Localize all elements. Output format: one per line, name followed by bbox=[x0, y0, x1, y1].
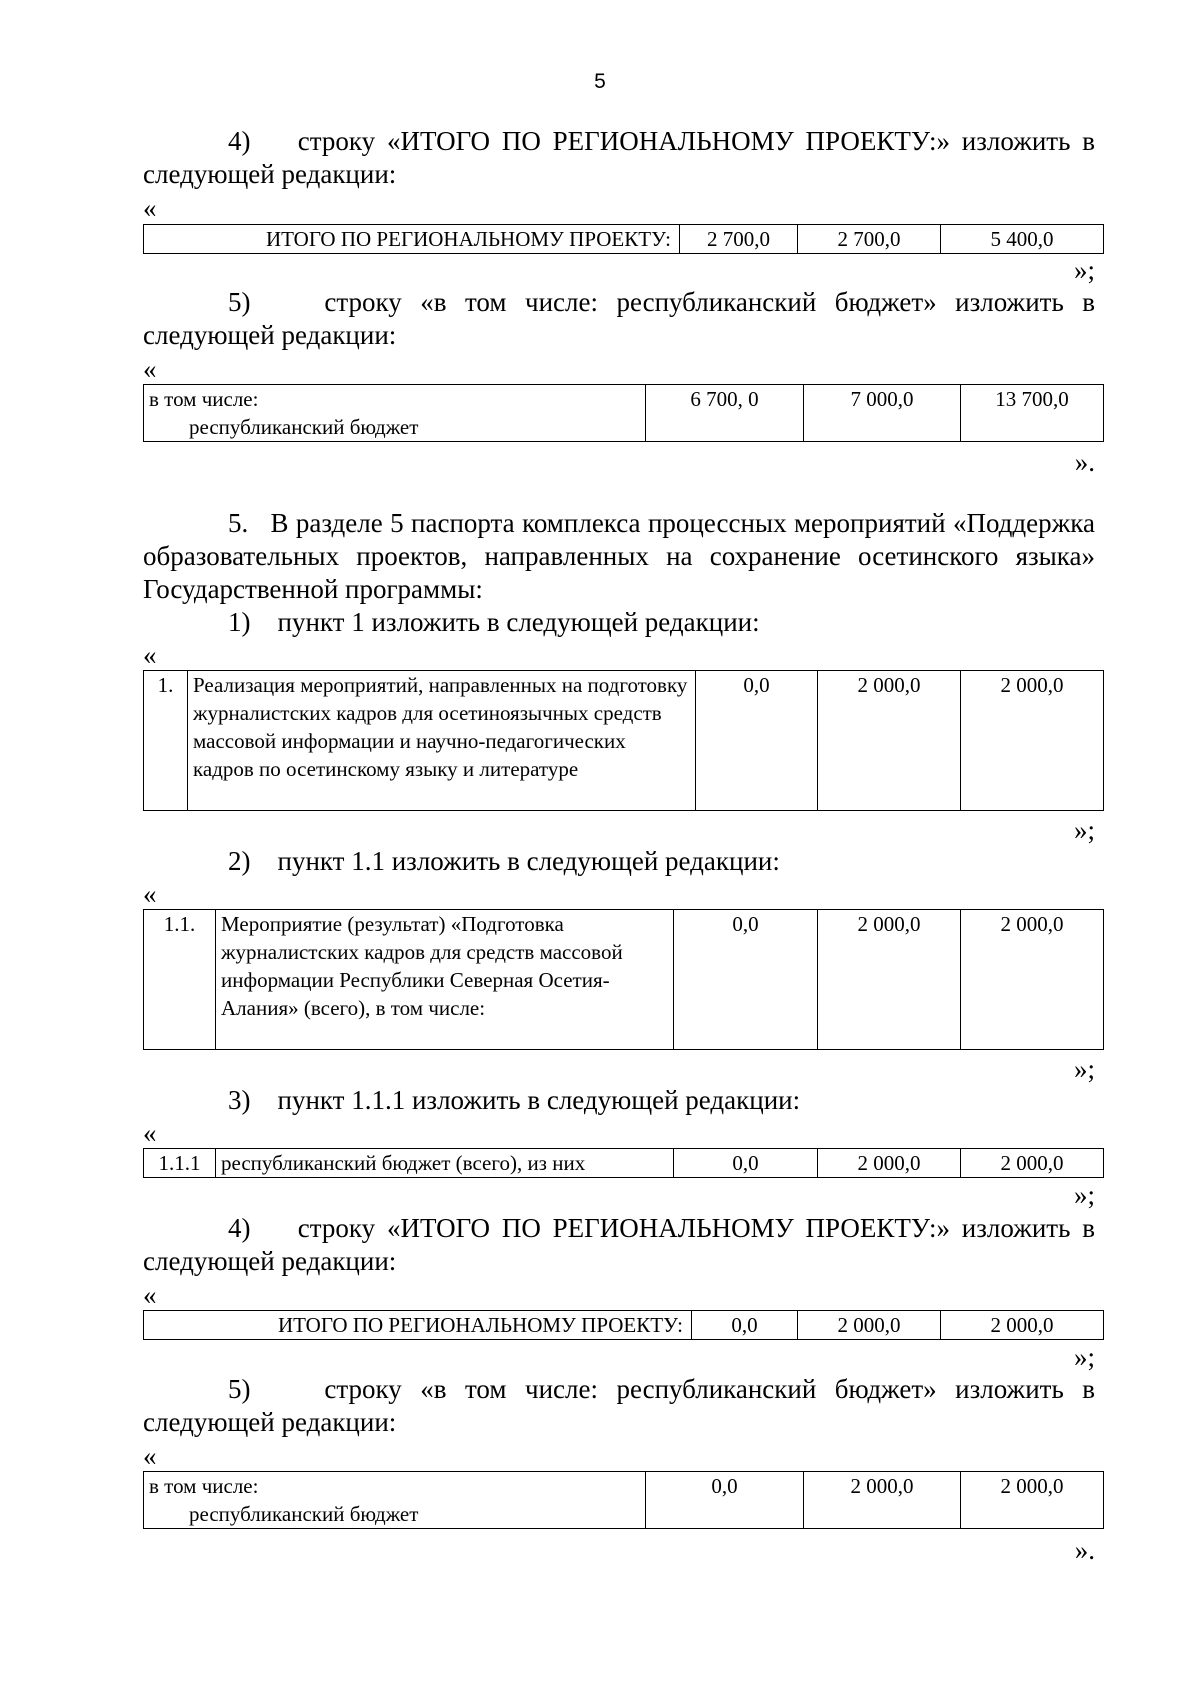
close-quote: »; bbox=[1073, 1342, 1095, 1372]
instruction-item-1: 1) пункт 1 изложить в следующей редакции: bbox=[228, 607, 760, 637]
value-cell: 0,0 bbox=[674, 910, 818, 1050]
row-description: республиканский бюджет (всего), из них bbox=[216, 1149, 674, 1178]
total-label: ИТОГО ПО РЕГИОНАЛЬНОМУ ПРОЕКТУ: bbox=[144, 1311, 692, 1340]
instruction-item-4: 4) строку «ИТОГО ПО РЕГИОНАЛЬНОМУ ПРОЕКТУ:» изложить в следующей редакции: bbox=[143, 1213, 1095, 1276]
close-quote: »; bbox=[1073, 1054, 1095, 1084]
value-cell: 2 000,0 bbox=[818, 671, 961, 811]
instruction-item-4: 4) строку «ИТОГО ПО РЕГИОНАЛЬНОМУ ПРОЕКТУ:» изложить в следующей редакции: bbox=[143, 126, 1095, 189]
open-quote: « bbox=[143, 1118, 157, 1148]
close-quote: ». bbox=[1074, 1535, 1095, 1565]
value-cell: 2 000,0 bbox=[961, 1472, 1104, 1529]
close-quote: »; bbox=[1073, 815, 1095, 845]
table-row bbox=[144, 910, 1104, 1050]
open-quote: « bbox=[143, 193, 157, 223]
budget-label-line2: республиканский бюджет bbox=[189, 1502, 419, 1526]
total-table bbox=[143, 1310, 1104, 1340]
value-cell: 7 000,0 bbox=[804, 385, 961, 442]
section-5-intro: 5. В разделе 5 паспорта комплекса процессных мероприятий «Поддержка образовательных проектов, направленных на сохранение осетинского языка» Государственной программы: bbox=[143, 508, 1095, 604]
open-quote: « bbox=[143, 1280, 157, 1310]
point-1-1-table bbox=[143, 909, 1104, 1050]
close-quote: »; bbox=[1073, 1180, 1095, 1210]
table-row bbox=[144, 1472, 1104, 1529]
value-cell: 0,0 bbox=[646, 1472, 804, 1529]
instruction-item-5: 5) строку «в том числе: республиканский бюджет» изложить в следующей редакции: bbox=[143, 287, 1095, 350]
total-label: ИТОГО ПО РЕГИОНАЛЬНОМУ ПРОЕКТУ: bbox=[144, 225, 680, 254]
value-cell: 2 000,0 bbox=[798, 1311, 941, 1340]
row-description: Мероприятие (результат) «Подготовка журналистских кадров для средств массовой информации Республики Северная Осетия-Алания» (всего), в том числе: bbox=[216, 910, 674, 1050]
point-1-table bbox=[143, 670, 1104, 811]
open-quote: « bbox=[143, 879, 157, 909]
value-cell: 2 000,0 bbox=[818, 910, 961, 1050]
budget-table bbox=[143, 1471, 1104, 1529]
value-cell: 2 000,0 bbox=[961, 671, 1104, 811]
table-row bbox=[144, 385, 1104, 442]
instruction-item-2: 2) пункт 1.1 изложить в следующей редакции: bbox=[228, 846, 780, 876]
value-cell: 2 000,0 bbox=[941, 1311, 1104, 1340]
value-cell: 2 000,0 bbox=[818, 1149, 961, 1178]
instruction-item-3: 3) пункт 1.1.1 изложить в следующей редакции: bbox=[228, 1085, 801, 1115]
value-cell: 13 700,0 bbox=[961, 385, 1104, 442]
open-quote: « bbox=[143, 640, 157, 670]
value-cell: 0,0 bbox=[696, 671, 818, 811]
row-number: 1.1.1 bbox=[144, 1149, 216, 1178]
table-row bbox=[144, 1311, 1104, 1340]
budget-label-line1: в том числе: bbox=[149, 387, 259, 411]
row-number: 1.1. bbox=[144, 910, 216, 1050]
budget-label-line2: республиканский бюджет bbox=[189, 415, 419, 439]
value-cell: 5 400,0 bbox=[941, 225, 1104, 254]
value-cell: 0,0 bbox=[692, 1311, 798, 1340]
close-quote: ». bbox=[1074, 447, 1095, 477]
budget-label-line1: в том числе: bbox=[149, 1474, 259, 1498]
page-number: 5 bbox=[594, 70, 606, 93]
table-row bbox=[144, 1149, 1104, 1178]
budget-table bbox=[143, 384, 1104, 442]
table-row bbox=[144, 225, 1104, 254]
value-cell: 0,0 bbox=[674, 1149, 818, 1178]
table-row bbox=[144, 671, 1104, 811]
value-cell: 2 700,0 bbox=[680, 225, 798, 254]
value-cell: 2 700,0 bbox=[798, 225, 941, 254]
value-cell: 2 000,0 bbox=[961, 910, 1104, 1050]
value-cell: 6 700, 0 bbox=[646, 385, 804, 442]
open-quote: « bbox=[143, 354, 157, 384]
close-quote: »; bbox=[1073, 255, 1095, 285]
total-table bbox=[143, 224, 1104, 254]
budget-label-cell bbox=[144, 385, 646, 442]
row-number: 1. bbox=[144, 671, 188, 811]
instruction-item-5: 5) строку «в том числе: республиканский бюджет» изложить в следующей редакции: bbox=[143, 1374, 1095, 1437]
point-1-1-1-table bbox=[143, 1148, 1104, 1178]
value-cell: 2 000,0 bbox=[804, 1472, 961, 1529]
value-cell: 2 000,0 bbox=[961, 1149, 1104, 1178]
open-quote: « bbox=[143, 1441, 157, 1471]
budget-label-cell bbox=[144, 1472, 646, 1529]
row-description: Реализация мероприятий, направленных на подготовку журналистских кадров для осетиноязычных средств массовой информации и научно-педагогических кадров по осетинскому языку и литературе bbox=[188, 671, 696, 811]
